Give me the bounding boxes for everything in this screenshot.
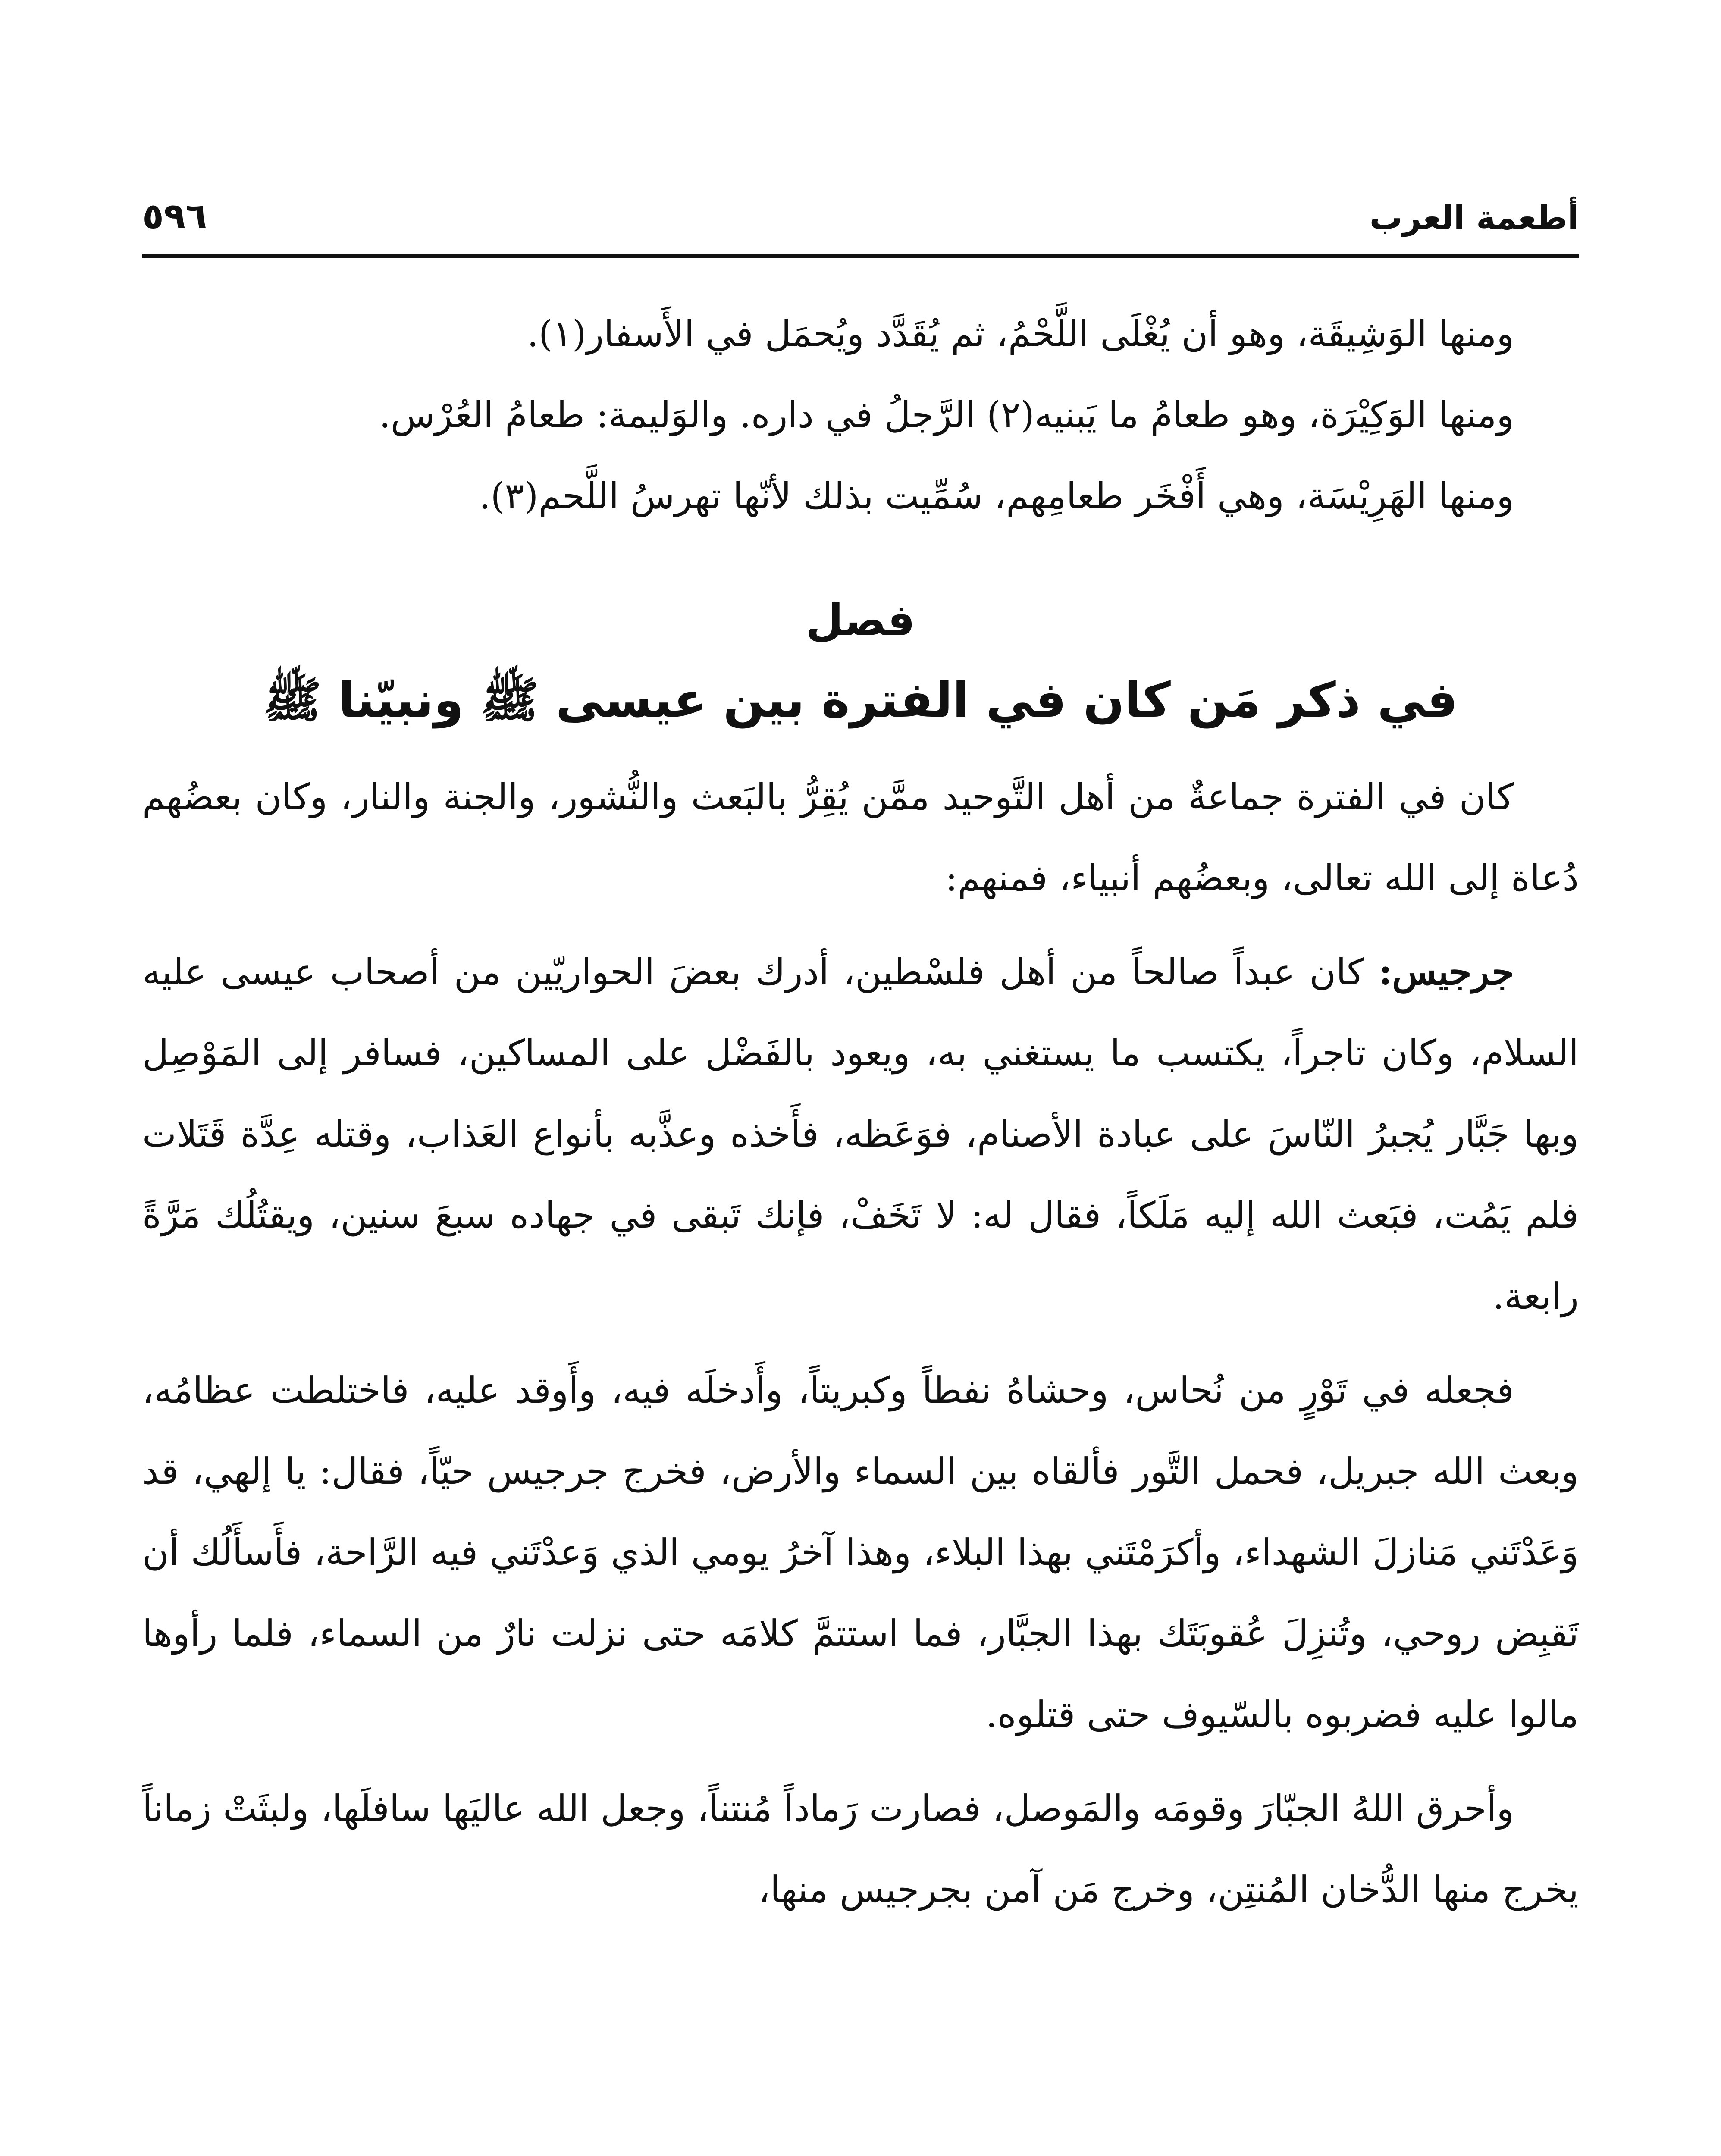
paragraph-fire: فجعله في تَوْرٍ من نُحاس، وحشاهُ نفطاً وكبريتاً، وأَدخلَه فيه، وأَوقد عليه، فاختلطت عظامُه، وبعث الله جبريل، فحمل التَّور فألقاه بين السماء والأرض، فخرج جرجيس حيّاً، فقال: يا إلهي، قد وَعَدْتَني مَنازلَ الشهداء، وأكرَمْتَني بهذا البلاء، وهذا آخرُ يومي الذي وَعدْتَني فيه الرَّاحة، فأَسأَلُك أن تَقبِض روحي، وتُنزِلَ عُقوبَتَك بهذا الجبَّار، فما استتمَّ كلامَه حتى نزلت نارٌ من السماء، فلما رأوها مالوا عليه فضربوه بالسّيوف حتى قتلوه.: [142, 1369, 1579, 1736]
section-title: فصل: [806, 595, 915, 646]
main-text: [142, 293, 1579, 1930]
page-number: ٥٩٦: [142, 196, 207, 237]
entry-name-jirjis: جرجيس:: [1379, 950, 1514, 993]
paragraph-jirjis: [142, 931, 1579, 1337]
paragraph-washiqa: ومنها الوَشِيقَة، وهو أن يُغْلَى اللَّحْمُ، ثم يُقَدَّد ويُحمَل في الأَسفار(١).: [527, 313, 1514, 355]
running-title: أطعمة العرب: [1369, 198, 1579, 237]
paragraph-wakira: ومنها الوَكِيْرَة، وهو طعامُ ما يَبنيه(٢) الرَّجلُ في داره. والوَليمة: طعامُ العُرْس.: [379, 394, 1514, 436]
paragraph-harisa: ومنها الهَرِيْسَة، وهي أَفْخَر طعامِهم، سُمِّيت بذلك لأنّها تهرسُ اللَّحم(٣).: [479, 475, 1514, 517]
section-subtitle: في ذكر مَن كان في الفترة بين عيسى ﷺ ونبيّنا ﷺ: [263, 672, 1458, 728]
page-header: [142, 190, 1579, 258]
paragraph-intro: كان في الفترة جماعةٌ من أهل التَّوحيد ممَّن يُقِرُّ بالبَعث والنُّشور، والجنة والنار، وكان بعضُهم دُعاة إلى الله تعالى، وبعضُهم أنبياء، فمنهم:: [142, 776, 1579, 899]
paragraph-burn: وأحرق اللهُ الجبّارَ وقومَه والمَوصل، فصارت رَماداً مُنتناً، وجعل الله عاليَها سافلَها، ولبثَتْ زماناً يخرج منها الدُّخان المُنتِن، وخرج مَن آمن بجرجيس منها،: [142, 1787, 1579, 1911]
jirjis-text: كان عبداً صالحاً من أهل فلسْطين، أدرك بعضَ الحواريّين من أصحاب عيسى عليه السلام، وكان تاجراً، يكتسب ما يستغني به، ويعود بالفَضْل على المساكين، فسافر إلى المَوْصِل وبها جَبَّار يُجبرُ النّاسَ على عبادة الأصنام، فوَعَظه، فأَخذه وعذَّبه بأنواع العَذاب، وقتله عِدَّة قَتَلات فلم يَمُت، فبَعث الله إليه مَلَكاً، فقال له: لا تَخَفْ، فإنك تَبقى في جهاده سبعَ سنين، ويقتُلُك مَرَّةً رابعة.: [142, 951, 1579, 1317]
